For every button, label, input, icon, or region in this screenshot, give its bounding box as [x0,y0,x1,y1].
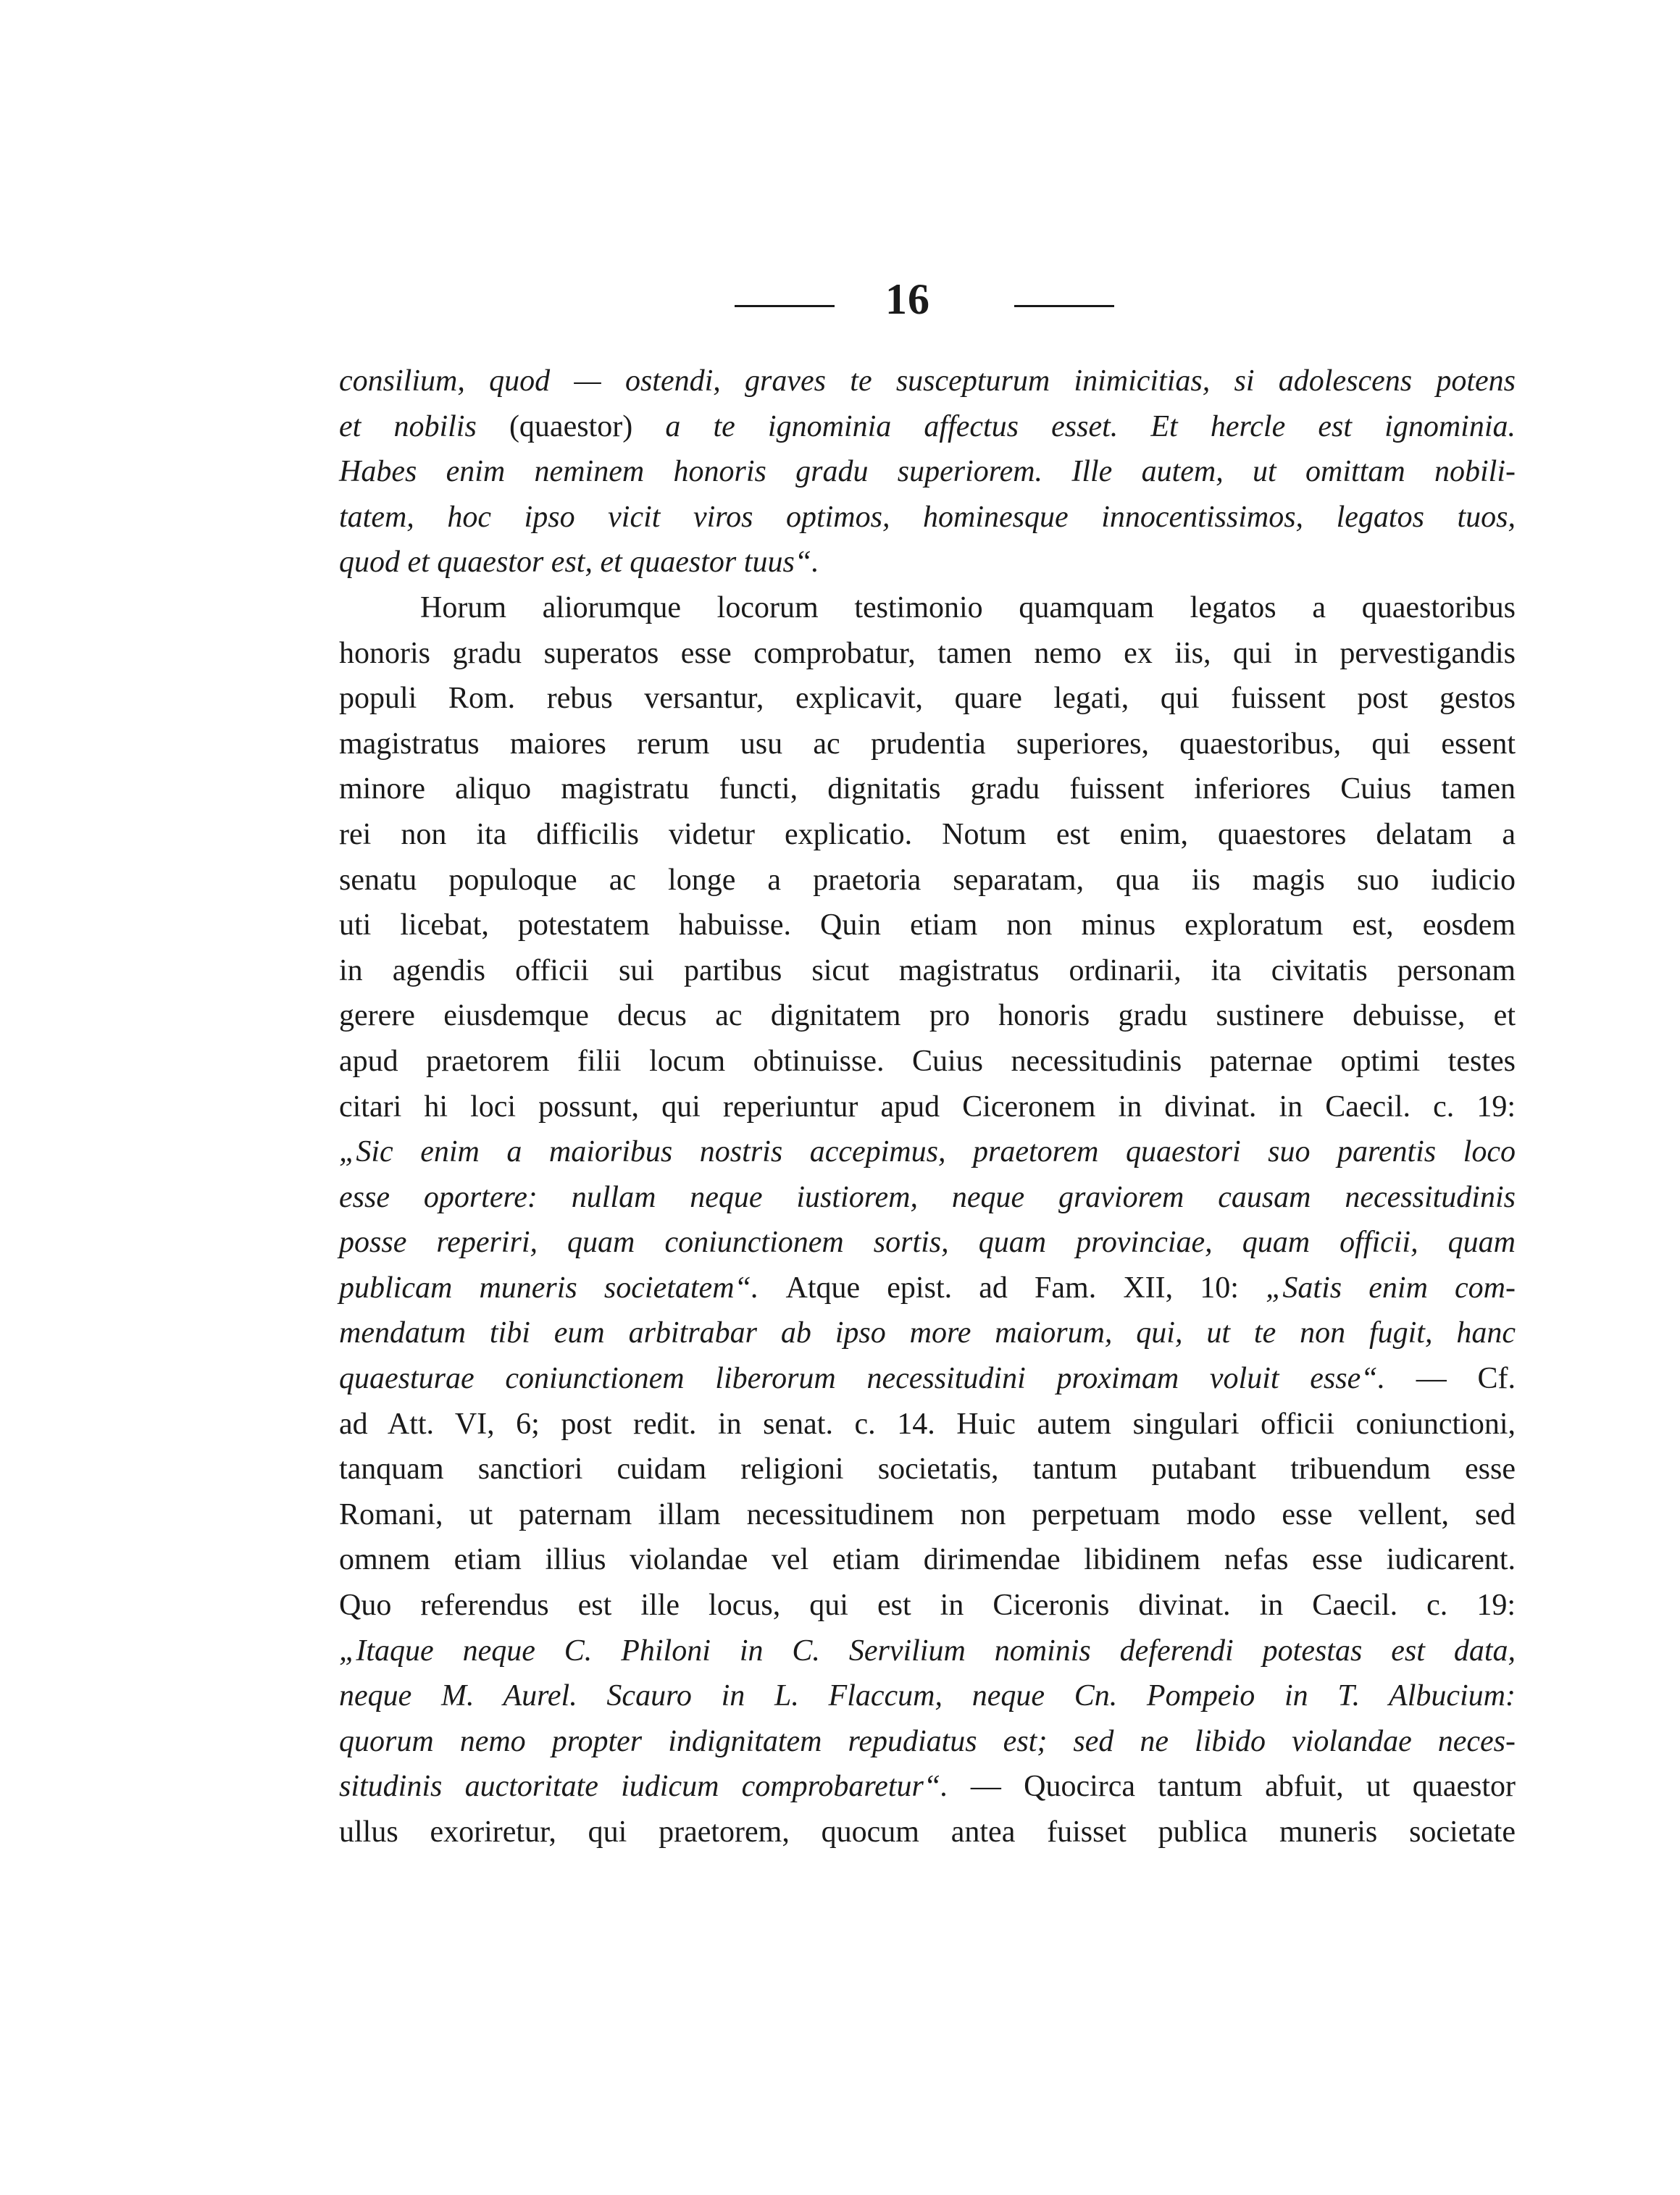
text-segment: gerere eiusdemque decus ac dignitatem pro honoris gradu sustinere debuisse, et [339,999,1516,1033]
text-segment: uti licebat, potestatem habuisse. Quin etiam non minus exploratum est, eosdem [339,908,1516,942]
text-line [339,495,1516,540]
text-segment: (quaestor) [509,409,666,443]
text-line [339,1175,1516,1221]
italic-segment: quaesturae coniunctionem liberorum necessitudini proximam voluit esse“. [339,1362,1416,1396]
text-line [339,1084,1516,1130]
text-segment: honoris gradu superatos esse comprobatur, tamen nemo ex iis, qui in pervestigandis [339,636,1516,670]
text-line [339,404,1516,450]
text-segment: magistratus maiores rerum usu ac prudentia superiores, quaestoribus, qui essent [339,727,1516,761]
text-segment: senatu populoque ac longe a praetoria separatam, qua iis magis suo iudicio [339,863,1516,897]
text-line [339,1447,1516,1492]
text-line [339,449,1516,495]
text-line [339,1583,1516,1629]
text-line [339,722,1516,767]
text-segment: populi Rom. rebus versantur, explicavit, quare legati, qui fuissent post gestos [339,682,1516,716]
italic-segment: „Satis enim com- [1266,1271,1516,1305]
text-line [339,948,1516,994]
text-segment: Atque epist. ad Fam. XII, 10: [785,1271,1266,1305]
text-line [339,1129,1516,1175]
text-line [339,1719,1516,1765]
text-line [339,631,1516,677]
italic-segment: mendatum tibi eum arbitrabar ab ipso more maiorum, qui, ut te non fugit, hanc [339,1316,1516,1350]
text-segment: — Cf. [1416,1362,1516,1396]
text-line [339,1673,1516,1719]
text-line [339,1356,1516,1402]
text-segment: ullus exoriretur, qui praetorem, quocum antea fuisset publica muneris societate [339,1815,1516,1849]
text-segment: minore aliquo magistratu functi, dignitatis gradu fuissent inferiores Cuius tamen [339,772,1516,806]
text-segment: rei non ita difficilis videtur explicatio. Notum est enim, quaestores delatam a [339,817,1516,851]
text-line [339,1039,1516,1084]
italic-segment: situdinis auctoritate iudicum comprobaretur“. [339,1770,971,1804]
italic-segment: posse reperiri, quam coniunctionem sortis, quam provinciae, quam officii, quam [339,1226,1516,1260]
text-line [339,766,1516,812]
text-line [339,585,1516,631]
text-line [339,1537,1516,1583]
italic-segment: et nobilis [339,409,509,443]
text-segment: — Quocirca tantum abfuit, ut quaestor [970,1770,1516,1804]
text-segment: tanquam sanctiori cuidam religioni societatis, tantum putabant tribuendum esse [339,1452,1516,1487]
text-line [339,1220,1516,1266]
header-rule-left [735,305,835,307]
text-segment: Horum aliorumque locorum testimonio quamquam legatos a quaestoribus [420,590,1516,624]
italic-segment: consilium, quod — ostendi, graves te suscepturum inimicitias, si adolescens potens [339,364,1516,398]
text-segment: apud praetorem filii locum obtinuisse. Cuius necessitudinis paternae optimi testes [339,1044,1516,1078]
text-line [339,1402,1516,1447]
italic-segment: quorum nemo propter indignitatem repudiatus est; sed ne libido violandae neces- [339,1724,1516,1758]
body-text [339,359,1516,1855]
text-segment: citari hi loci possunt, qui reperiuntur apud Ciceronem in divinat. in Caecil. c. 19: [339,1090,1516,1124]
italic-segment: neque M. Aurel. Scauro in L. Flaccum, neque Cn. Pompeio in T. Albucium: [339,1679,1516,1713]
text-segment: ad Att. VI, 6; post redit. in senat. c. 14. Huic autem singulari officii coniunctioni, [339,1407,1516,1441]
page-header [0,275,1680,330]
text-line [339,812,1516,858]
italic-segment: „Sic enim a maioribus nostris accepimus, praetorem quaestori suo parentis loco [339,1135,1516,1169]
text-line [339,1810,1516,1855]
text-line [339,903,1516,948]
header-rule-right [1014,305,1114,307]
text-line [339,993,1516,1039]
italic-segment: „Itaque neque C. Philoni in C. Servilium nominis deferendi potestas est data, [339,1634,1516,1668]
italic-segment: publicam muneris societatem“. [339,1271,786,1305]
text-segment: Romani, ut paternam illam necessitudinem non perpetuam modo esse vellent, sed [339,1497,1516,1531]
text-segment: Quo referendus est ille locus, qui est in Ciceronis divinat. in Caecil. c. 19: [339,1589,1516,1623]
text-segment: omnem etiam illius violandae vel etiam dirimendae libidinem nefas esse iudicarent. [339,1543,1516,1577]
italic-segment: tatem, hoc ipso vicit viros optimos, hominesque innocentissimos, legatos tuos, [339,500,1516,534]
text-line [339,676,1516,722]
text-segment: in agendis officii sui partibus sicut magistratus ordinarii, ita civitatis personam [339,953,1516,987]
text-line [339,1266,1516,1311]
italic-segment: a te ignominia affectus esset. Et hercle est ignominia. [665,409,1516,443]
italic-segment: quod et quaestor est, et quaestor tuus“. [339,545,819,580]
text-line [339,1629,1516,1674]
page-number: 16 [885,275,930,323]
italic-segment: esse oportere: nullam neque iustiorem, neque graviorem causam necessitudinis [339,1180,1516,1214]
text-line [339,1764,1516,1810]
text-line [339,858,1516,903]
text-line [339,1492,1516,1538]
text-line [339,540,1516,585]
italic-segment: Habes enim neminem honoris gradu superiorem. Ille autem, ut omittam nobili- [339,455,1516,489]
text-line [339,359,1516,404]
text-line [339,1310,1516,1356]
